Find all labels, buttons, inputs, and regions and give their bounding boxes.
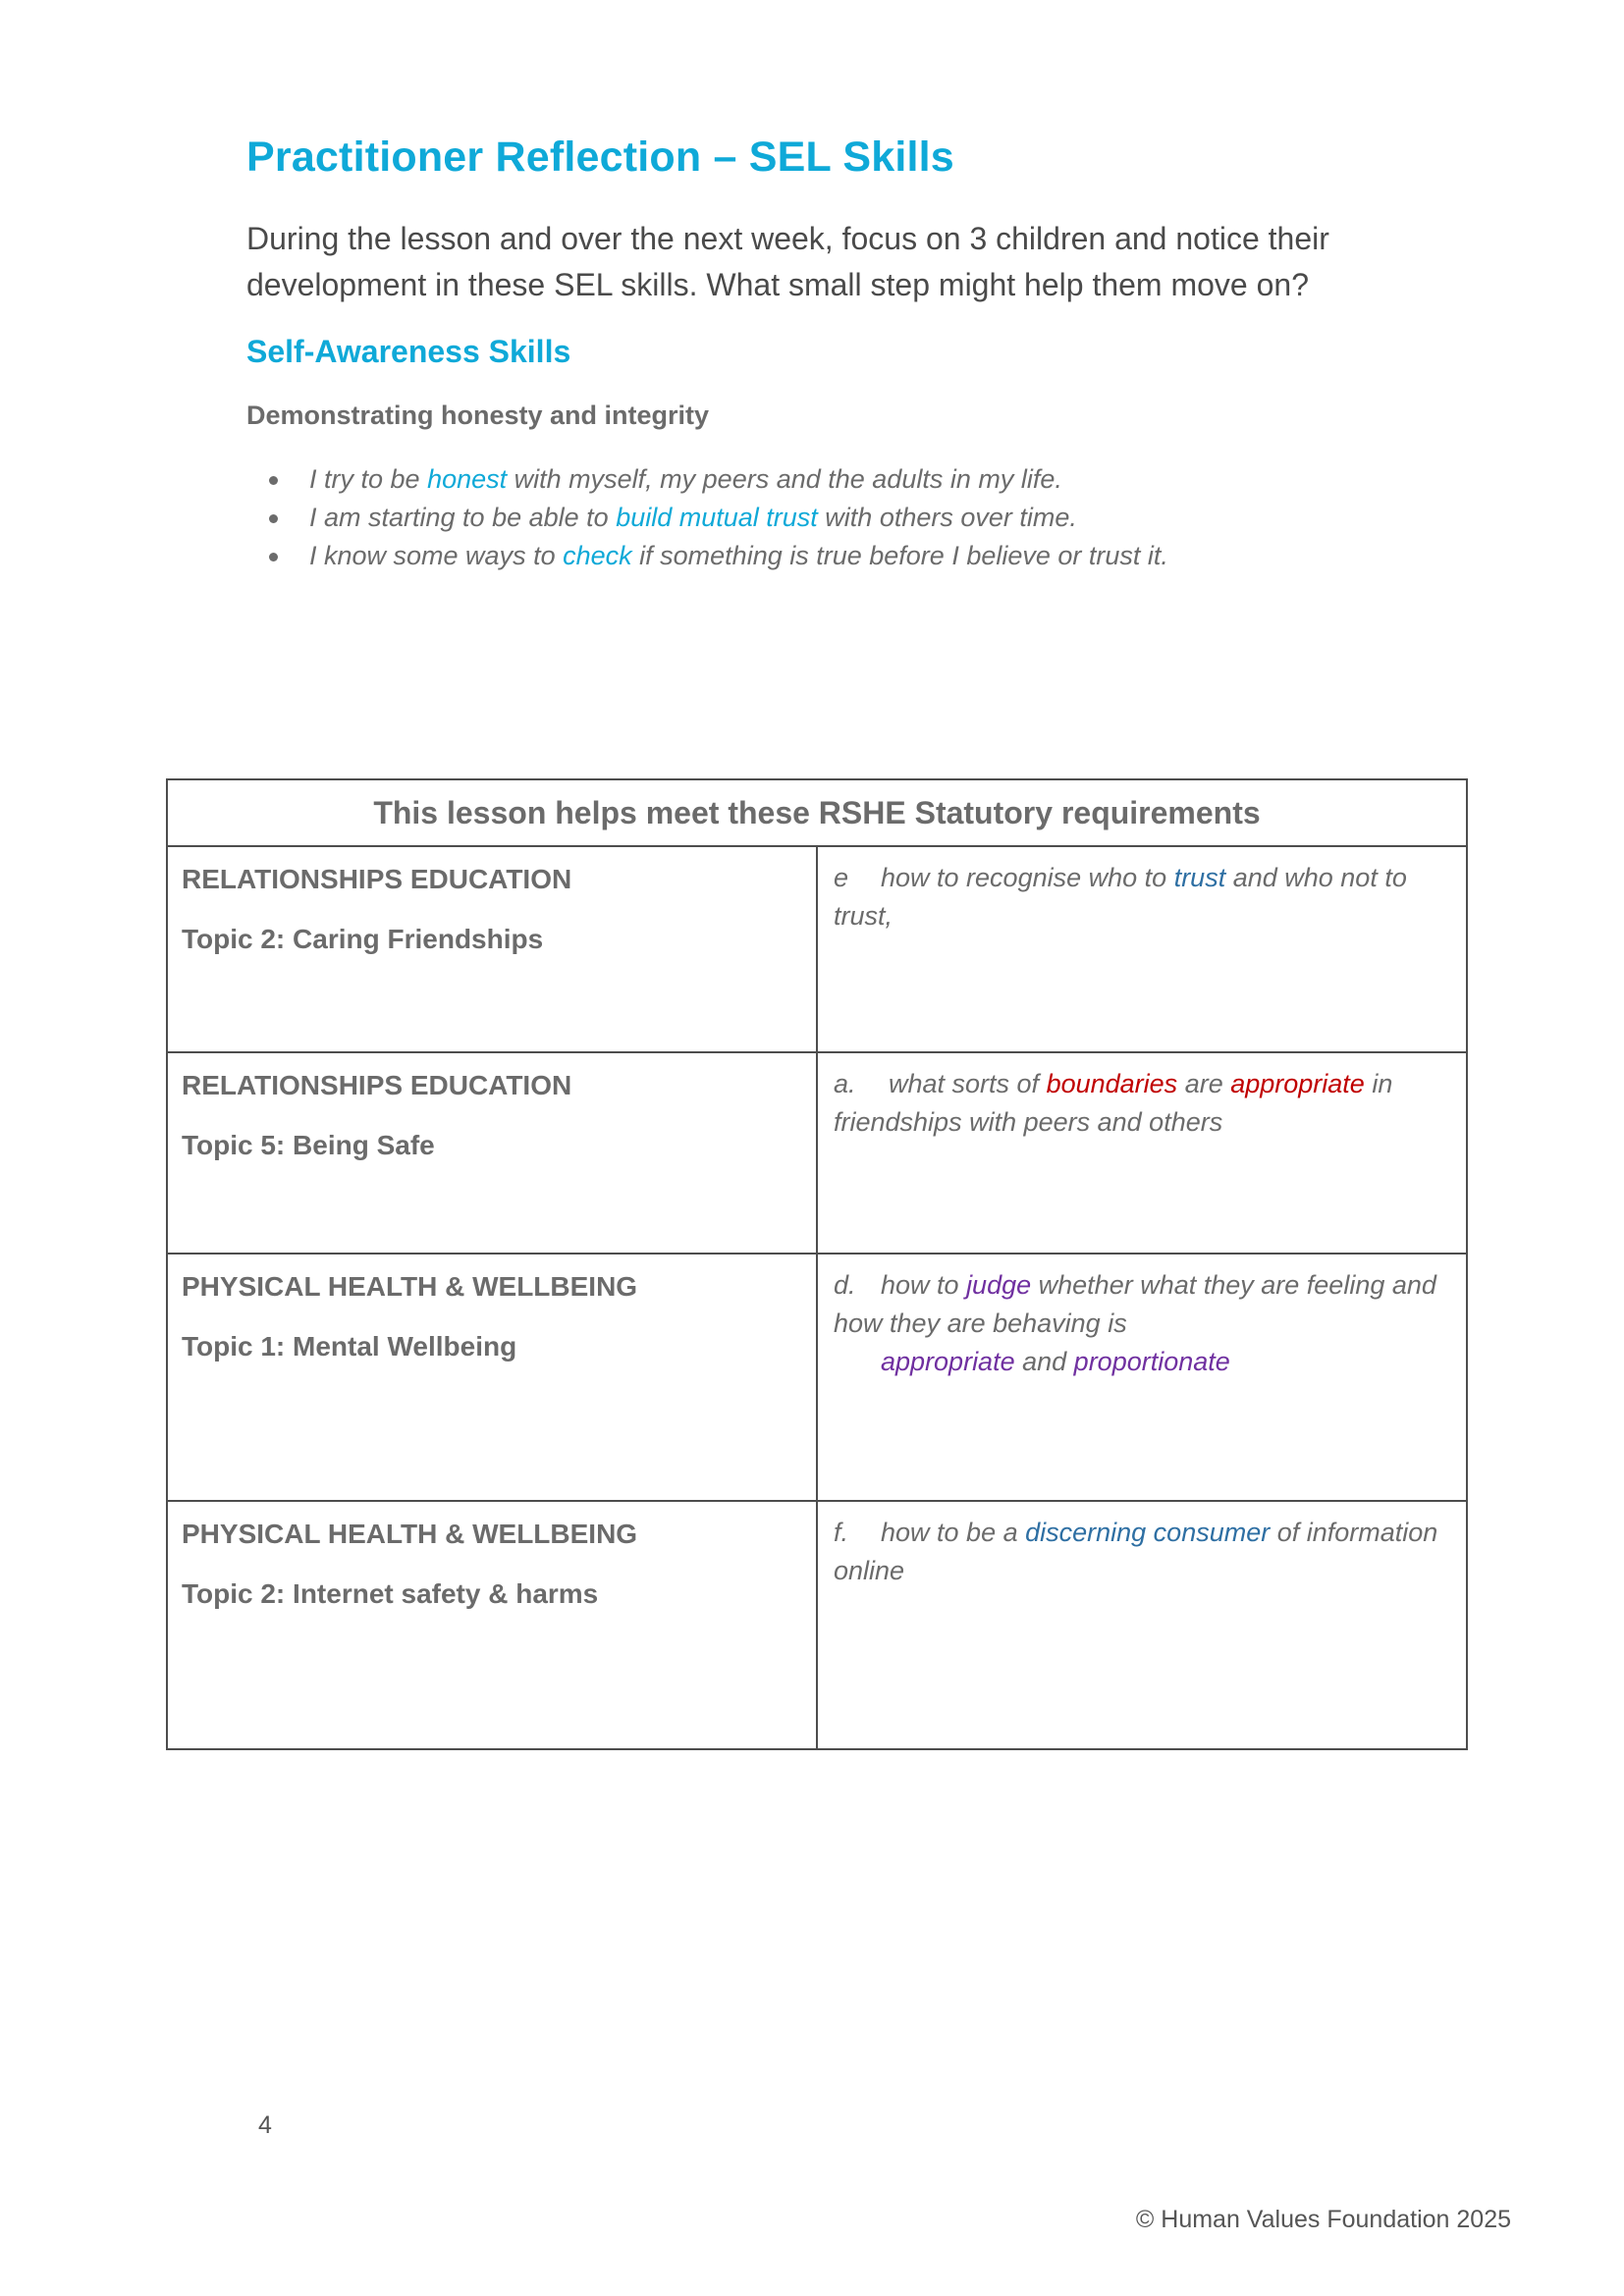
highlight-term: check: [563, 541, 632, 570]
subject-area: RELATIONSHIPS EDUCATION: [182, 1070, 572, 1100]
list-item: I am starting to be able to build mutual trust with others over time.: [265, 499, 1542, 537]
table-heading: This lesson helps meet these RSHE Statutory requirements: [167, 779, 1467, 846]
page-title: Practitioner Reflection – SEL Skills: [246, 133, 954, 181]
subject-cell: [167, 1052, 817, 1254]
list-item: I know some ways to check if something is true before I believe or trust it.: [265, 537, 1542, 575]
requirement-letter: d.: [834, 1270, 856, 1300]
rshe-requirements-table: [166, 778, 1468, 1750]
bullet-icon: [269, 514, 278, 523]
list-item: I try to be honest with myself, my peers and the adults in my life.: [265, 460, 1542, 499]
highlight-term: discerning consumer: [1025, 1518, 1271, 1547]
skill-title: Demonstrating honesty and integrity: [246, 400, 710, 430]
intro-paragraph: During the lesson and over the next week, focus on 3 children and notice their development in these SEL skills. What small step might help them move on?: [246, 221, 1329, 302]
topic-label: Topic 2: Caring Friendships: [182, 924, 544, 954]
subject-area: PHYSICAL HEALTH & WELLBEING: [182, 1519, 638, 1549]
requirement-letter: a.: [834, 1069, 856, 1098]
topic-label: Topic 1: Mental Wellbeing: [182, 1331, 517, 1362]
topic-label: Topic 2: Internet safety & harms: [182, 1578, 599, 1609]
skill-bullet-list: [265, 460, 1542, 575]
highlight-term: trust: [1173, 863, 1226, 892]
subject-cell: [167, 1254, 817, 1501]
requirement-cell: a. what sorts of boundaries are appropriate in friendships with peers and others: [817, 1052, 1467, 1254]
table-row: [167, 846, 1467, 1052]
section-heading: Self-Awareness Skills: [246, 334, 571, 369]
highlight-term: appropriate: [881, 1347, 1015, 1376]
page-number: 4: [258, 2111, 272, 2139]
table-header-row: [167, 779, 1467, 846]
subject-area: PHYSICAL HEALTH & WELLBEING: [182, 1271, 638, 1302]
copyright-footer: © Human Values Foundation 2025: [1135, 2206, 1511, 2233]
highlight-term: proportionate: [1073, 1347, 1230, 1376]
requirement-cell: e how to recognise who to trust and who not to trust,: [817, 846, 1467, 1052]
table-row: [167, 1254, 1467, 1501]
subject-cell: [167, 1501, 817, 1749]
highlight-term: judge: [966, 1270, 1032, 1300]
bullet-icon: [269, 476, 278, 485]
table-row: [167, 1052, 1467, 1254]
table-row: [167, 1501, 1467, 1749]
highlight-term: build mutual trust: [616, 503, 818, 532]
bullet-icon: [269, 553, 278, 561]
requirement-letter: f.: [834, 1518, 849, 1547]
requirement-cell: d. how to judge whether what they are feeling and how they are behaving is appropriate and proportionate: [817, 1254, 1467, 1501]
highlight-term: honest: [427, 464, 508, 494]
topic-label: Topic 5: Being Safe: [182, 1130, 435, 1160]
subject-area: RELATIONSHIPS EDUCATION: [182, 864, 572, 894]
requirement-cell: f. how to be a discerning consumer of information online: [817, 1501, 1467, 1749]
highlight-term: appropriate: [1230, 1069, 1365, 1098]
requirement-letter: e: [834, 863, 849, 892]
highlight-term: boundaries: [1046, 1069, 1178, 1098]
subject-cell: [167, 846, 817, 1052]
